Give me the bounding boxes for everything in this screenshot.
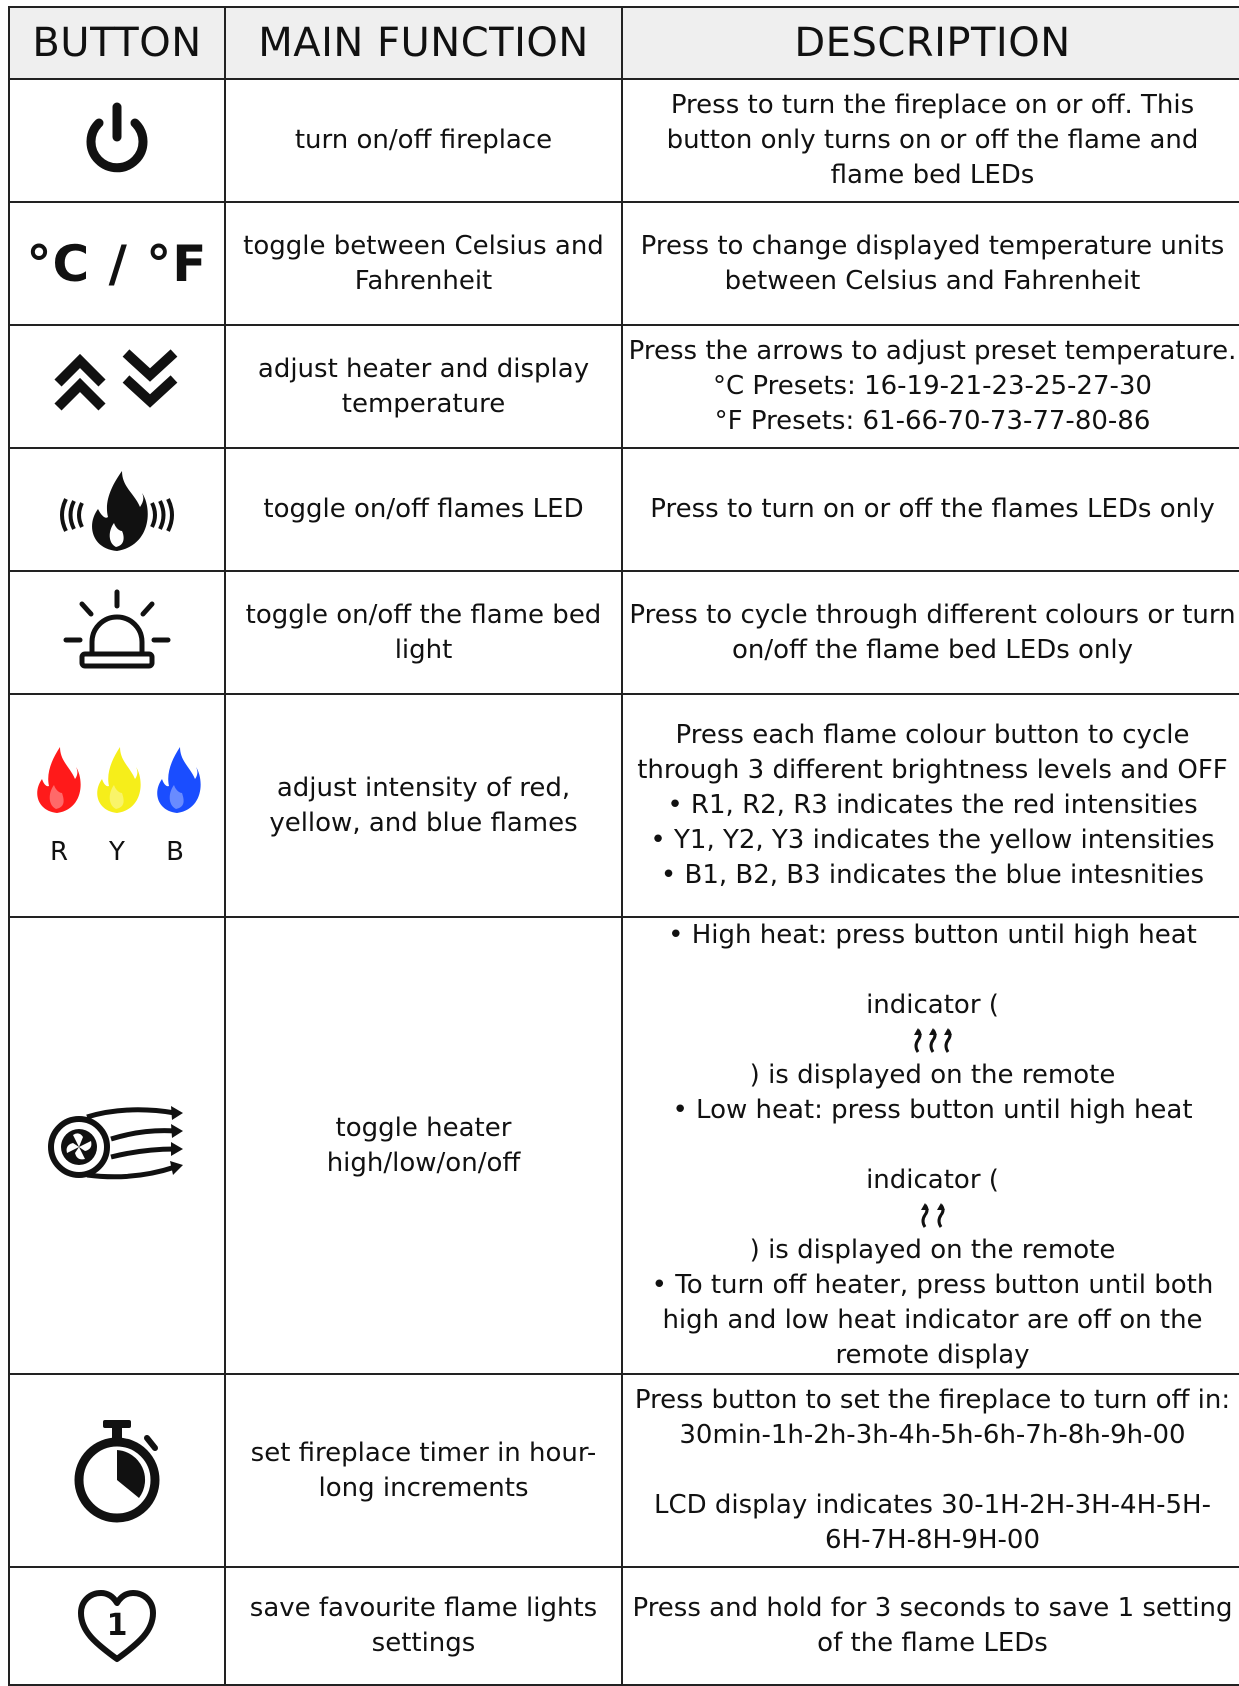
icon-cell [9, 694, 225, 917]
icon-cell [9, 1567, 225, 1685]
blue-label: B [166, 836, 184, 867]
table-row [9, 1374, 1239, 1567]
table-row [9, 325, 1239, 448]
yellow-flame-icon [90, 745, 144, 815]
timer-icon [67, 1416, 167, 1526]
header-button: BUTTON [9, 7, 225, 79]
description-text: Press each flame colour button to cycle through 3 different brightness levels and OFF • R1, R2, R3 indicates the red intensities • Y1, Y2, Y3 indicates the yellow intensities • B1, B2, B3 indicates the blue intesnities [622, 694, 1239, 917]
icon-cell [9, 1374, 225, 1567]
table-row [9, 571, 1239, 694]
function-text: toggle on/off the flame bed light [225, 571, 622, 694]
low-heat-indicator-icon [910, 1203, 956, 1229]
description-text: Press button to set the fireplace to turn off in: 30min-1h-2h-3h-4h-5h-6h-7h-8h-9h-00 LCD display indicates 30-1H-2H-3H-4H-5H- 6H-7H-8H-9H-00 [622, 1374, 1239, 1567]
function-text: adjust intensity of red, yellow, and blue flames [225, 694, 622, 917]
header-main-function: MAIN FUNCTION [225, 7, 622, 79]
function-text: toggle on/off flames LED [225, 448, 622, 571]
flame-waves-icon [52, 465, 182, 555]
icon-cell [9, 571, 225, 694]
rgb-flames-icon [10, 745, 224, 815]
function-text: set fireplace timer in hour- long increments [225, 1374, 622, 1567]
icon-cell [9, 448, 225, 571]
favourite-number: 1 [106, 1608, 128, 1643]
function-text: adjust heater and display temperature [225, 325, 622, 448]
description-text: Press to change displayed temperature units between Celsius and Fahrenheit [622, 202, 1239, 325]
description-text: Press the arrows to adjust preset temperature. °C Presets: 16-19-21-23-25-27-30 °F Presets: 61-66-70-73-77-80-86 [622, 325, 1239, 448]
description-text: Press to cycle through different colours or turn on/off the flame bed LEDs only [622, 571, 1239, 694]
icon-cell [9, 202, 225, 325]
header-description: DESCRIPTION [622, 7, 1239, 79]
description-text: Press to turn the fireplace on or off. This button only turns on or off the flame and flame bed LEDs [622, 79, 1239, 202]
description-text: Press and hold for 3 seconds to save 1 setting of the flame LEDs [622, 1567, 1239, 1685]
heart-favourite-icon [75, 1587, 159, 1665]
table-row [9, 202, 1239, 325]
flame-bed-light-icon [62, 588, 172, 678]
table-row [9, 448, 1239, 571]
table-row [9, 1567, 1239, 1685]
table-row [9, 79, 1239, 202]
header-row [9, 7, 1239, 79]
icon-cell [9, 79, 225, 202]
celsius-fahrenheit-icon: °C / °F [26, 234, 208, 293]
up-down-arrows-icon [52, 347, 182, 427]
icon-cell [9, 325, 225, 448]
yellow-label: Y [109, 836, 125, 867]
icon-cell [9, 917, 225, 1374]
flame-color-labels [10, 837, 224, 867]
description-text: • High heat: press button until high heat indicator ( ) is displayed on the remote • Low heat: press button until high heat indicator ( ) is displayed on the remote • To turn off heater, press button until both high and low heat indicator are off on the remote display [622, 917, 1239, 1374]
high-heat-indicator-icon [910, 1028, 956, 1054]
function-text: toggle between Celsius and Fahrenheit [225, 202, 622, 325]
table-row [9, 917, 1239, 1374]
heater-fan-icon [47, 1101, 187, 1191]
red-label: R [50, 836, 69, 867]
blue-flame-icon [150, 745, 204, 815]
red-flame-icon [30, 745, 84, 815]
table-row [9, 694, 1239, 917]
function-text: toggle heater high/low/on/off [225, 917, 622, 1374]
button-function-table [8, 6, 1239, 1686]
power-icon [77, 101, 157, 181]
description-text: Press to turn on or off the flames LEDs only [622, 448, 1239, 571]
function-text: save favourite flame lights settings [225, 1567, 622, 1685]
function-text: turn on/off fireplace [225, 79, 622, 202]
